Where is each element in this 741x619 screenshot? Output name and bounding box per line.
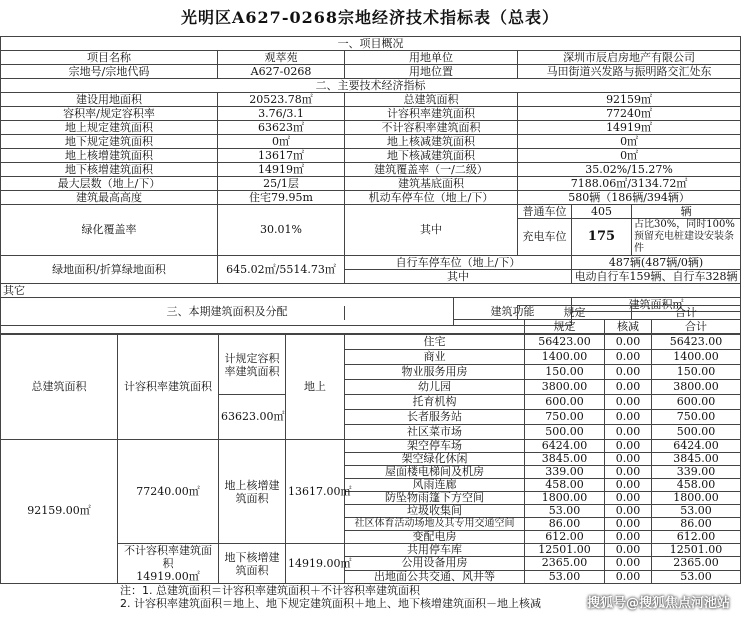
function-name: 公用设备用房 — [345, 557, 525, 570]
total-value: 12501.00 — [652, 544, 741, 557]
function-name: 架空停车场 — [345, 440, 525, 453]
total-area-label: 总建筑面积 — [1, 335, 118, 440]
cell-label: 宗地号/宗地代码 — [1, 65, 218, 79]
above-increase-value: 13617.00㎡ — [286, 440, 345, 544]
regulated-value: 1800.00 — [525, 492, 605, 505]
metric-value: 77240㎡ — [518, 107, 741, 121]
function-name: 商业 — [345, 350, 525, 365]
non-far-label-value — [118, 544, 219, 584]
reduction-value: 0.00 — [605, 453, 652, 466]
reduction-value: 0.00 — [605, 350, 652, 365]
regulated-value: 86.00 — [525, 518, 605, 531]
bike-parking-value: 487辆(487辆/0辆) — [572, 256, 741, 270]
function-name: 防坠物雨篷下方空间 — [345, 492, 525, 505]
normal-parking-unit: 辆 — [632, 205, 741, 219]
metric-label: 机动车停车位（地上/下） — [345, 191, 518, 205]
function-name: 社区体育活动场地及其专用交通空间 — [345, 518, 525, 531]
non-far-label: 不计容积率建筑面积 — [124, 544, 212, 570]
reduction-value: 0.00 — [605, 380, 652, 395]
metric-label: 不计容积率建筑面积 — [345, 121, 518, 135]
bike-parking-label: 自行车停车位（地上/下） — [345, 256, 572, 270]
regulated-value: 150.00 — [525, 365, 605, 380]
allocation-rows — [0, 334, 741, 440]
cell-label: 项目名称 — [1, 51, 218, 65]
total-value: 150.00 — [652, 365, 741, 380]
above-increase-label: 地上核增建筑面积 — [219, 440, 286, 544]
cell-value: 马田街道兴发路与振明路交汇处东 — [518, 65, 741, 79]
far-area-value: 77240.00㎡ — [118, 440, 219, 544]
function-name: 物业服务用房 — [345, 365, 525, 380]
normal-parking-label: 普通车位 — [518, 205, 572, 219]
area-table — [0, 305, 741, 320]
page-title: 光明区A627-0268宗地经济技术指标表（总表） — [181, 8, 559, 27]
metric-label: 地上核增建筑面积 — [1, 149, 218, 163]
function-name: 风雨连廊 — [345, 479, 525, 492]
col-header-regulated: 规定 — [525, 320, 605, 334]
regulated-value: 6424.00 — [525, 440, 605, 453]
note-line: 注：1. 总建筑面积＝计容积率建筑面积＋不计容积率建筑面积 — [120, 584, 420, 597]
regulated-far-label: 计规定容积率建筑面积 — [219, 335, 286, 395]
total-value: 3845.00 — [652, 453, 741, 466]
metric-label: 容积率/规定容积率 — [1, 107, 218, 121]
col-header: 合计 — [632, 306, 741, 320]
total-value: 56423.00 — [652, 335, 741, 350]
metric-label: 地下核减建筑面积 — [345, 149, 518, 163]
reduction-value: 0.00 — [605, 557, 652, 570]
cell-label: 用地单位 — [345, 51, 518, 65]
metric-value: 住宅79.95m — [218, 191, 345, 205]
metric-value: 35.02%/15.27% — [518, 163, 741, 177]
regulated-value: 458.00 — [525, 479, 605, 492]
reduction-value: 0.00 — [605, 570, 652, 583]
metric-value: 7188.06㎡/3134.72㎡ — [518, 177, 741, 191]
metric-value: 20523.78㎡ — [218, 93, 345, 107]
regulated-value: 339.00 — [525, 466, 605, 479]
section-2-heading: 二、主要技术经济指标 — [1, 79, 741, 93]
bike-breakdown-value: 电动自行车159辆、自行车328辆 — [572, 270, 741, 284]
total-value: 86.00 — [652, 518, 741, 531]
far-area-label: 计容积率建筑面积 — [118, 335, 219, 440]
area-allocation-table — [0, 319, 741, 334]
reduction-value: 0.00 — [605, 365, 652, 380]
below-increase-value: 14919.00㎡ — [286, 544, 345, 584]
watermark: 搜狐号@搜狐焦点河池站 — [586, 596, 730, 611]
above-ground-label: 地上 — [286, 335, 345, 440]
cell-value: 观萃苑 — [218, 51, 345, 65]
total-value: 612.00 — [652, 531, 741, 544]
function-name: 垃圾收集间 — [345, 505, 525, 518]
reduction-value: 0.00 — [605, 492, 652, 505]
metric-value: 0㎡ — [218, 135, 345, 149]
metric-value: 0㎡ — [518, 135, 741, 149]
metric-label: 地上规定建筑面积 — [1, 121, 218, 135]
function-name: 住宅 — [345, 335, 525, 350]
regulated-value: 3800.00 — [525, 380, 605, 395]
reduction-value: 0.00 — [605, 544, 652, 557]
charging-parking-count: 175 — [572, 219, 632, 256]
metric-value: 0㎡ — [518, 149, 741, 163]
metric-value: 92159㎡ — [518, 93, 741, 107]
regulated-value: 12501.00 — [525, 544, 605, 557]
function-name: 出地面公共交通、风井等 — [345, 570, 525, 583]
reduction-value: 0.00 — [605, 518, 652, 531]
function-name: 屋面楼电梯间及机房 — [345, 466, 525, 479]
metric-value: 14919㎡ — [518, 121, 741, 135]
metric-label: 总建筑面积 — [345, 93, 518, 107]
col-header-total: 合计 — [652, 320, 741, 334]
metric-label: 建设用地面积 — [1, 93, 218, 107]
total-value: 750.00 — [652, 410, 741, 425]
green-coverage-label: 绿化覆盖率 — [1, 205, 218, 256]
metric-label: 地下规定建筑面积 — [1, 135, 218, 149]
cell-value: 深圳市辰启房地产有限公司 — [518, 51, 741, 65]
total-value: 53.00 — [652, 505, 741, 518]
building-function-header: 建筑功能 — [454, 298, 572, 326]
regulated-far-value: 63623.00㎡ — [219, 395, 286, 440]
regulated-value: 56423.00 — [525, 335, 605, 350]
total-value: 500.00 — [652, 425, 741, 440]
regulated-value: 500.00 — [525, 425, 605, 440]
charging-parking-note: 占比30%，同时100%预留充电桩建设安装条件 — [632, 219, 741, 256]
total-value: 600.00 — [652, 395, 741, 410]
function-name: 幼儿园 — [345, 380, 525, 395]
function-name: 共用停车库 — [345, 544, 525, 557]
green-coverage-value: 30.01% — [218, 205, 345, 256]
reduction-value: 0.00 — [605, 531, 652, 544]
metric-value: 13617㎡ — [218, 149, 345, 163]
metric-value: 14919㎡ — [218, 163, 345, 177]
bike-breakdown-label: 其中 — [345, 270, 572, 284]
col-header: 规定 — [518, 306, 632, 320]
function-name: 变配电房 — [345, 531, 525, 544]
total-area-value: 92159.00㎡ — [1, 440, 118, 584]
metric-label: 最大层数（地上/下） — [1, 177, 218, 191]
green-area-value: 645.02㎡/5514.73㎡ — [218, 256, 345, 284]
metric-value: 580辆（186辆/394辆） — [518, 191, 741, 205]
reduction-value: 0.00 — [605, 479, 652, 492]
function-name: 架空绿化休闲 — [345, 453, 525, 466]
normal-parking-count: 405 — [572, 205, 632, 219]
regulated-value: 53.00 — [525, 505, 605, 518]
metric-label: 建筑基底面积 — [345, 177, 518, 191]
regulated-value: 612.00 — [525, 531, 605, 544]
below-increase-label: 地下核增建筑面积 — [219, 544, 286, 584]
metric-label: 地下核增建筑面积 — [1, 163, 218, 177]
allocation-rows-2 — [0, 439, 741, 584]
other-heading: 其它 — [1, 284, 741, 298]
section-1-heading: 一、项目概况 — [1, 37, 741, 51]
regulated-value: 600.00 — [525, 395, 605, 410]
regulated-value: 1400.00 — [525, 350, 605, 365]
reduction-value: 0.00 — [605, 335, 652, 350]
reduction-value: 0.00 — [605, 440, 652, 453]
charging-parking-label: 充电车位 — [518, 219, 572, 256]
reduction-value: 0.00 — [605, 410, 652, 425]
regulated-value: 2365.00 — [525, 557, 605, 570]
summary-table — [0, 36, 741, 326]
total-value: 1400.00 — [652, 350, 741, 365]
reduction-value: 0.00 — [605, 425, 652, 440]
total-value: 458.00 — [652, 479, 741, 492]
total-value: 53.00 — [652, 570, 741, 583]
regulated-value: 750.00 — [525, 410, 605, 425]
metric-value: 63623㎡ — [218, 121, 345, 135]
function-name: 长者服务站 — [345, 410, 525, 425]
function-name: 托育机构 — [345, 395, 525, 410]
reduction-value: 0.00 — [605, 505, 652, 518]
total-value: 1800.00 — [652, 492, 741, 505]
cell-label: 用地位置 — [345, 65, 518, 79]
total-value: 339.00 — [652, 466, 741, 479]
metric-label: 计容积率建筑面积 — [345, 107, 518, 121]
metric-label: 建筑覆盖率（一/二级） — [345, 163, 518, 177]
regulated-value: 53.00 — [525, 570, 605, 583]
reduction-value: 0.00 — [605, 466, 652, 479]
metric-label: 地上核减建筑面积 — [345, 135, 518, 149]
section-3-heading: 三、本期建筑面积及分配 — [1, 298, 454, 326]
cell-value: A627-0268 — [218, 65, 345, 79]
reduction-value: 0.00 — [605, 395, 652, 410]
col-header-reduction: 核减 — [605, 320, 652, 334]
total-value: 6424.00 — [652, 440, 741, 453]
green-area-label: 绿地面积/折算绿地面积 — [1, 256, 218, 284]
note-line: 2. 计容积率建筑面积＝地上、地下规定建筑面积＋地上、地下核增建筑面积－地上核减 — [120, 597, 541, 610]
building-area-header: 建筑面积㎡ — [572, 298, 741, 312]
regulated-value: 3845.00 — [525, 453, 605, 466]
non-far-value: 14919.00㎡ — [136, 570, 200, 583]
metric-value: 25/1层 — [218, 177, 345, 191]
metric-value: 3.76/3.1 — [218, 107, 345, 121]
total-value: 2365.00 — [652, 557, 741, 570]
function-name: 社区菜市场 — [345, 425, 525, 440]
total-value: 3800.00 — [652, 380, 741, 395]
parking-breakdown-label: 其中 — [345, 205, 518, 256]
metric-label: 建筑最高高度 — [1, 191, 218, 205]
